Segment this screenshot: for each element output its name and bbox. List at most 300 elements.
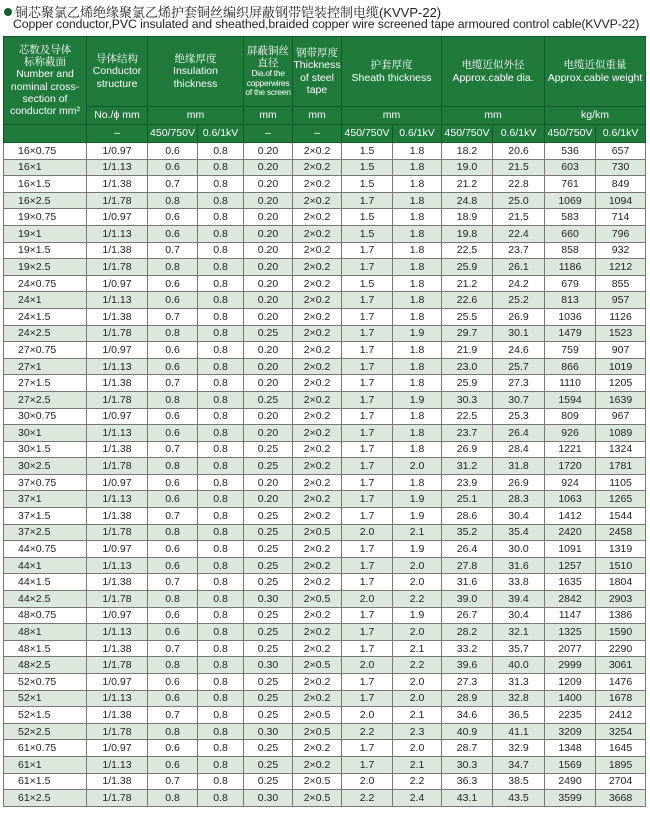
table-row xyxy=(4,557,646,574)
table-cell: 1/1.13 xyxy=(87,159,148,176)
table-cell: 1/0.97 xyxy=(87,209,148,226)
table-cell: 1.8 xyxy=(393,308,442,325)
table-cell: 19.0 xyxy=(442,159,493,176)
table-cell: 1/0.97 xyxy=(87,740,148,757)
table-cell: 0.8 xyxy=(198,674,244,691)
table-cell: 2×0.2 xyxy=(293,209,342,226)
table-cell: 0.7 xyxy=(148,176,198,193)
table-cell: 1/0.97 xyxy=(87,275,148,292)
table-cell: 0.25 xyxy=(244,640,293,657)
table-cell: 1186 xyxy=(545,259,596,276)
table-cell: 30×1 xyxy=(4,425,87,442)
table-cell: 31.8 xyxy=(493,458,545,475)
table-cell: 21.9 xyxy=(442,342,493,359)
table-cell: 1895 xyxy=(596,756,646,773)
table-cell: 1635 xyxy=(545,574,596,591)
table-cell: 1.7 xyxy=(342,491,393,508)
table-cell: 1.7 xyxy=(342,408,393,425)
header-conductor-structure: 导体结构 Conductor structure xyxy=(87,37,148,107)
table-cell: 2077 xyxy=(545,640,596,657)
table-cell: 35.7 xyxy=(493,640,545,657)
table-cell: 2×0.2 xyxy=(293,176,342,193)
table-cell: 40.9 xyxy=(442,723,493,740)
table-row xyxy=(4,159,646,176)
table-cell: 37×1.5 xyxy=(4,508,87,525)
sub-screen: – xyxy=(244,125,293,143)
table-row xyxy=(4,292,646,309)
table-cell: 2.2 xyxy=(342,723,393,740)
table-cell: 657 xyxy=(596,143,646,160)
sub-insulation-06: 0.6/1kV xyxy=(198,125,244,143)
table-cell: 0.20 xyxy=(244,292,293,309)
table-cell: 1.9 xyxy=(393,391,442,408)
table-cell: 1091 xyxy=(545,541,596,558)
unit-dia: mm xyxy=(442,107,545,125)
table-cell: 1720 xyxy=(545,458,596,475)
table-cell: 2.0 xyxy=(393,624,442,641)
table-cell: 18.9 xyxy=(442,209,493,226)
table-cell: 0.25 xyxy=(244,756,293,773)
sub-sheath-450: 450/750V xyxy=(342,125,393,143)
table-cell: 2×0.2 xyxy=(293,358,342,375)
table-cell: 730 xyxy=(596,159,646,176)
table-cell: 866 xyxy=(545,358,596,375)
table-cell: 0.7 xyxy=(148,707,198,724)
table-cell: 43.5 xyxy=(493,790,545,807)
table-cell: 24×2.5 xyxy=(4,325,87,342)
table-cell: 0.8 xyxy=(198,176,244,193)
table-cell: 2.0 xyxy=(342,773,393,790)
table-cell: 2×0.2 xyxy=(293,624,342,641)
table-cell: 16×1 xyxy=(4,159,87,176)
table-cell: 0.8 xyxy=(198,275,244,292)
table-cell: 32.9 xyxy=(493,740,545,757)
blank-cell xyxy=(4,125,87,143)
table-cell: 0.7 xyxy=(148,441,198,458)
table-cell: 29.7 xyxy=(442,325,493,342)
table-cell: 0.8 xyxy=(198,657,244,674)
table-cell: 0.20 xyxy=(244,375,293,392)
table-cell: 0.8 xyxy=(198,358,244,375)
table-cell: 761 xyxy=(545,176,596,193)
table-cell: 1.7 xyxy=(342,458,393,475)
table-cell: 27×1.5 xyxy=(4,375,87,392)
table-cell: 2×0.5 xyxy=(293,790,342,807)
table-cell: 1/1.13 xyxy=(87,292,148,309)
table-cell: 0.6 xyxy=(148,143,198,160)
table-cell: 1.8 xyxy=(393,342,442,359)
table-cell: 0.7 xyxy=(148,640,198,657)
table-cell: 25.3 xyxy=(493,408,545,425)
table-cell: 0.8 xyxy=(198,259,244,276)
table-cell: 0.20 xyxy=(244,242,293,259)
table-cell: 1324 xyxy=(596,441,646,458)
table-cell: 22.5 xyxy=(442,242,493,259)
table-cell: 1/1.13 xyxy=(87,225,148,242)
table-cell: 1.8 xyxy=(393,375,442,392)
table-cell: 967 xyxy=(596,408,646,425)
table-cell: 1036 xyxy=(545,308,596,325)
table-row xyxy=(4,690,646,707)
table-cell: 0.8 xyxy=(198,690,244,707)
table-cell: 1.5 xyxy=(342,143,393,160)
table-cell: 2×0.2 xyxy=(293,607,342,624)
table-cell: 28.2 xyxy=(442,624,493,641)
table-cell: 0.20 xyxy=(244,225,293,242)
table-cell: 2.1 xyxy=(393,524,442,541)
table-cell: 48×1.5 xyxy=(4,640,87,657)
table-cell: 0.8 xyxy=(148,259,198,276)
table-cell: 0.8 xyxy=(198,524,244,541)
table-cell: 0.20 xyxy=(244,275,293,292)
table-cell: 0.8 xyxy=(198,159,244,176)
table-cell: 32.1 xyxy=(493,624,545,641)
table-cell: 0.20 xyxy=(244,192,293,209)
table-cell: 1/1.13 xyxy=(87,690,148,707)
table-cell: 0.20 xyxy=(244,408,293,425)
table-cell: 0.20 xyxy=(244,159,293,176)
table-cell: 2×0.2 xyxy=(293,408,342,425)
table-row xyxy=(4,607,646,624)
table-cell: 536 xyxy=(545,143,596,160)
table-cell: 26.9 xyxy=(493,308,545,325)
table-cell: 1.7 xyxy=(342,674,393,691)
table-cell: 0.8 xyxy=(198,640,244,657)
table-cell: 33.8 xyxy=(493,574,545,591)
table-cell: 19×1 xyxy=(4,225,87,242)
table-cell: 2×0.2 xyxy=(293,375,342,392)
table-cell: 61×0.75 xyxy=(4,740,87,757)
table-cell: 2×0.2 xyxy=(293,391,342,408)
table-cell: 0.25 xyxy=(244,508,293,525)
table-cell: 0.8 xyxy=(198,723,244,740)
table-cell: 0.7 xyxy=(148,508,198,525)
table-cell: 21.5 xyxy=(493,159,545,176)
table-cell: 2×0.2 xyxy=(293,242,342,259)
table-cell: 583 xyxy=(545,209,596,226)
table-cell: 2×0.2 xyxy=(293,557,342,574)
table-cell: 25.0 xyxy=(493,192,545,209)
table-cell: 1/0.97 xyxy=(87,143,148,160)
table-cell: 23.7 xyxy=(493,242,545,259)
table-cell: 1594 xyxy=(545,391,596,408)
table-cell: 19×0.75 xyxy=(4,209,87,226)
table-cell: 1804 xyxy=(596,574,646,591)
table-cell: 1.7 xyxy=(342,441,393,458)
table-cell: 1.8 xyxy=(393,275,442,292)
table-cell: 25.9 xyxy=(442,375,493,392)
table-cell: 1.8 xyxy=(393,225,442,242)
table-cell: 0.25 xyxy=(244,707,293,724)
table-cell: 2.2 xyxy=(393,657,442,674)
table-row xyxy=(4,657,646,674)
table-cell: 1/1.13 xyxy=(87,557,148,574)
table-cell: 26.1 xyxy=(493,259,545,276)
table-cell: 2.3 xyxy=(393,723,442,740)
table-cell: 0.30 xyxy=(244,723,293,740)
table-cell: 28.3 xyxy=(493,491,545,508)
table-cell: 2×0.2 xyxy=(293,259,342,276)
table-cell: 0.7 xyxy=(148,375,198,392)
table-cell: 1.5 xyxy=(342,159,393,176)
unit-screen: mm xyxy=(244,107,293,125)
table-cell: 23.9 xyxy=(442,474,493,491)
table-cell: 52×2.5 xyxy=(4,723,87,740)
table-cell: 1.7 xyxy=(342,292,393,309)
table-cell: 2.0 xyxy=(393,740,442,757)
table-cell: 932 xyxy=(596,242,646,259)
table-cell: 858 xyxy=(545,242,596,259)
table-cell: 1/1.38 xyxy=(87,773,148,790)
table-cell: 0.8 xyxy=(198,375,244,392)
table-cell: 30×0.75 xyxy=(4,408,87,425)
table-cell: 0.6 xyxy=(148,358,198,375)
table-cell: 0.6 xyxy=(148,342,198,359)
table-cell: 39.4 xyxy=(493,591,545,608)
table-cell: 1/0.97 xyxy=(87,342,148,359)
table-cell: 2903 xyxy=(596,591,646,608)
table-cell: 813 xyxy=(545,292,596,309)
table-cell: 21.2 xyxy=(442,275,493,292)
table-cell: 1.5 xyxy=(342,176,393,193)
table-cell: 1094 xyxy=(596,192,646,209)
table-cell: 2×0.2 xyxy=(293,756,342,773)
table-cell: 2×0.5 xyxy=(293,707,342,724)
table-cell: 37×0.75 xyxy=(4,474,87,491)
table-cell: 1.9 xyxy=(393,508,442,525)
table-cell: 2490 xyxy=(545,773,596,790)
table-cell: 1.7 xyxy=(342,607,393,624)
table-cell: 3209 xyxy=(545,723,596,740)
table-cell: 1089 xyxy=(596,425,646,442)
table-row xyxy=(4,723,646,740)
table-cell: 0.20 xyxy=(244,425,293,442)
table-cell: 1/1.78 xyxy=(87,790,148,807)
table-cell: 603 xyxy=(545,159,596,176)
table-cell: 0.8 xyxy=(198,740,244,757)
table-cell: 61×1.5 xyxy=(4,773,87,790)
table-cell: 1.8 xyxy=(393,176,442,193)
table-cell: 0.6 xyxy=(148,491,198,508)
table-cell: 1/0.97 xyxy=(87,474,148,491)
table-cell: 39.6 xyxy=(442,657,493,674)
table-row xyxy=(4,474,646,491)
table-cell: 1/1.78 xyxy=(87,524,148,541)
table-cell: 2420 xyxy=(545,524,596,541)
table-row xyxy=(4,275,646,292)
table-cell: 1.9 xyxy=(393,607,442,624)
table-cell: 30.0 xyxy=(493,541,545,558)
table-cell: 1265 xyxy=(596,491,646,508)
table-cell: 26.7 xyxy=(442,607,493,624)
table-cell: 30.4 xyxy=(493,508,545,525)
table-cell: 0.6 xyxy=(148,292,198,309)
table-cell: 0.8 xyxy=(148,458,198,475)
table-cell: 1.8 xyxy=(393,441,442,458)
table-cell: 27×0.75 xyxy=(4,342,87,359)
table-cell: 2704 xyxy=(596,773,646,790)
unit-tape: mm xyxy=(293,107,342,125)
table-cell: 2235 xyxy=(545,707,596,724)
table-body xyxy=(4,143,646,807)
table-cell: 27.3 xyxy=(493,375,545,392)
table-cell: 0.25 xyxy=(244,690,293,707)
table-cell: 25.7 xyxy=(493,358,545,375)
table-cell: 2×0.2 xyxy=(293,342,342,359)
sub-insulation-450: 450/750V xyxy=(148,125,198,143)
table-cell: 0.6 xyxy=(148,607,198,624)
table-cell: 0.8 xyxy=(198,607,244,624)
table-cell: 1325 xyxy=(545,624,596,641)
table-cell: 1105 xyxy=(596,474,646,491)
table-cell: 1476 xyxy=(596,674,646,691)
table-cell: 1.9 xyxy=(393,491,442,508)
table-cell: 0.6 xyxy=(148,557,198,574)
table-cell: 1.8 xyxy=(393,209,442,226)
table-cell: 1.7 xyxy=(342,358,393,375)
table-row xyxy=(4,674,646,691)
table-cell: 1.7 xyxy=(342,690,393,707)
table-cell: 39.0 xyxy=(442,591,493,608)
table-cell: 0.6 xyxy=(148,408,198,425)
table-cell: 0.8 xyxy=(148,657,198,674)
table-cell: 52×0.75 xyxy=(4,674,87,691)
table-cell: 31.6 xyxy=(493,557,545,574)
table-cell: 2×0.2 xyxy=(293,425,342,442)
table-cell: 44×0.75 xyxy=(4,541,87,558)
table-row xyxy=(4,441,646,458)
table-cell: 37×1 xyxy=(4,491,87,508)
table-cell: 1645 xyxy=(596,740,646,757)
table-cell: 1523 xyxy=(596,325,646,342)
table-row xyxy=(4,591,646,608)
table-cell: 25.5 xyxy=(442,308,493,325)
table-cell: 20.6 xyxy=(493,143,545,160)
table-cell: 0.8 xyxy=(198,474,244,491)
table-cell: 0.8 xyxy=(198,242,244,259)
table-cell: 0.8 xyxy=(198,425,244,442)
table-cell: 0.8 xyxy=(148,790,198,807)
table-row xyxy=(4,192,646,209)
table-cell: 2.1 xyxy=(393,707,442,724)
table-cell: 0.8 xyxy=(198,192,244,209)
table-cell: 2×0.2 xyxy=(293,192,342,209)
table-cell: 25.2 xyxy=(493,292,545,309)
table-cell: 2×0.2 xyxy=(293,640,342,657)
table-cell: 30×2.5 xyxy=(4,458,87,475)
table-cell: 2×0.5 xyxy=(293,591,342,608)
table-row xyxy=(4,707,646,724)
table-cell: 41.1 xyxy=(493,723,545,740)
table-cell: 1/1.78 xyxy=(87,723,148,740)
table-row xyxy=(4,425,646,442)
table-cell: 34.6 xyxy=(442,707,493,724)
title-chinese-text: 铜芯聚氯乙烯绝缘聚氯乙烯护套铜丝编织屏蔽钢带铠装控制电缆(KVVP-22) xyxy=(15,5,442,20)
table-cell: 0.20 xyxy=(244,491,293,508)
table-cell: 924 xyxy=(545,474,596,491)
table-cell: 1063 xyxy=(545,491,596,508)
table-cell: 1/1.78 xyxy=(87,591,148,608)
table-cell: 2.0 xyxy=(342,707,393,724)
table-cell: 2412 xyxy=(596,707,646,724)
sub-weight-06: 0.6/1kV xyxy=(596,125,646,143)
table-cell: 1/1.78 xyxy=(87,657,148,674)
table-cell: 1.8 xyxy=(393,425,442,442)
table-cell: 0.8 xyxy=(198,508,244,525)
table-cell: 19×1.5 xyxy=(4,242,87,259)
table-cell: 1069 xyxy=(545,192,596,209)
table-cell: 2×0.2 xyxy=(293,474,342,491)
table-cell: 1.8 xyxy=(393,408,442,425)
table-cell: 1209 xyxy=(545,674,596,691)
table-cell: 1412 xyxy=(545,508,596,525)
table-cell: 1221 xyxy=(545,441,596,458)
table-cell: 48×2.5 xyxy=(4,657,87,674)
table-cell: 0.25 xyxy=(244,325,293,342)
table-cell: 1.8 xyxy=(393,474,442,491)
table-cell: 1/0.97 xyxy=(87,674,148,691)
table-cell: 26.9 xyxy=(493,474,545,491)
table-cell: 0.7 xyxy=(148,574,198,591)
table-cell: 2×0.5 xyxy=(293,723,342,740)
table-cell: 0.25 xyxy=(244,674,293,691)
table-cell: 1781 xyxy=(596,458,646,475)
table-cell: 1019 xyxy=(596,358,646,375)
table-cell: 44×1.5 xyxy=(4,574,87,591)
table-cell: 1/1.38 xyxy=(87,375,148,392)
table-cell: 52×1 xyxy=(4,690,87,707)
table-cell: 1319 xyxy=(596,541,646,558)
table-cell: 0.8 xyxy=(148,591,198,608)
table-cell: 43.1 xyxy=(442,790,493,807)
table-cell: 2458 xyxy=(596,524,646,541)
table-cell: 1147 xyxy=(545,607,596,624)
table-cell: 0.8 xyxy=(148,723,198,740)
table-cell: 48×0.75 xyxy=(4,607,87,624)
table-cell: 1.7 xyxy=(342,624,393,641)
sub-dia-06: 0.6/1kV xyxy=(493,125,545,143)
table-cell: 1110 xyxy=(545,375,596,392)
table-cell: 3061 xyxy=(596,657,646,674)
table-cell: 0.8 xyxy=(198,458,244,475)
table-cell: 1.7 xyxy=(342,391,393,408)
table-cell: 1386 xyxy=(596,607,646,624)
table-cell: 2.0 xyxy=(342,591,393,608)
table-cell: 36.5 xyxy=(493,707,545,724)
table-cell: 2.1 xyxy=(393,640,442,657)
table-cell: 0.25 xyxy=(244,607,293,624)
table-cell: 2×0.2 xyxy=(293,275,342,292)
table-cell: 31.2 xyxy=(442,458,493,475)
table-cell: 2.4 xyxy=(393,790,442,807)
header-insulation-thickness: 绝缘厚度 Insulation thickness xyxy=(148,37,244,107)
table-cell: 0.8 xyxy=(198,308,244,325)
unit-conductor: No./ϕ mm xyxy=(87,107,148,125)
table-cell: 2.2 xyxy=(393,591,442,608)
table-cell: 1/0.97 xyxy=(87,607,148,624)
table-row xyxy=(4,358,646,375)
table-cell: 2×0.2 xyxy=(293,508,342,525)
table-cell: 1.7 xyxy=(342,756,393,773)
table-cell: 24.2 xyxy=(493,275,545,292)
table-row xyxy=(4,209,646,226)
table-cell: 32.8 xyxy=(493,690,545,707)
table-cell: 27×1 xyxy=(4,358,87,375)
table-row xyxy=(4,541,646,558)
table-cell: 1.7 xyxy=(342,242,393,259)
table-cell: 1400 xyxy=(545,690,596,707)
table-cell: 27.3 xyxy=(442,674,493,691)
